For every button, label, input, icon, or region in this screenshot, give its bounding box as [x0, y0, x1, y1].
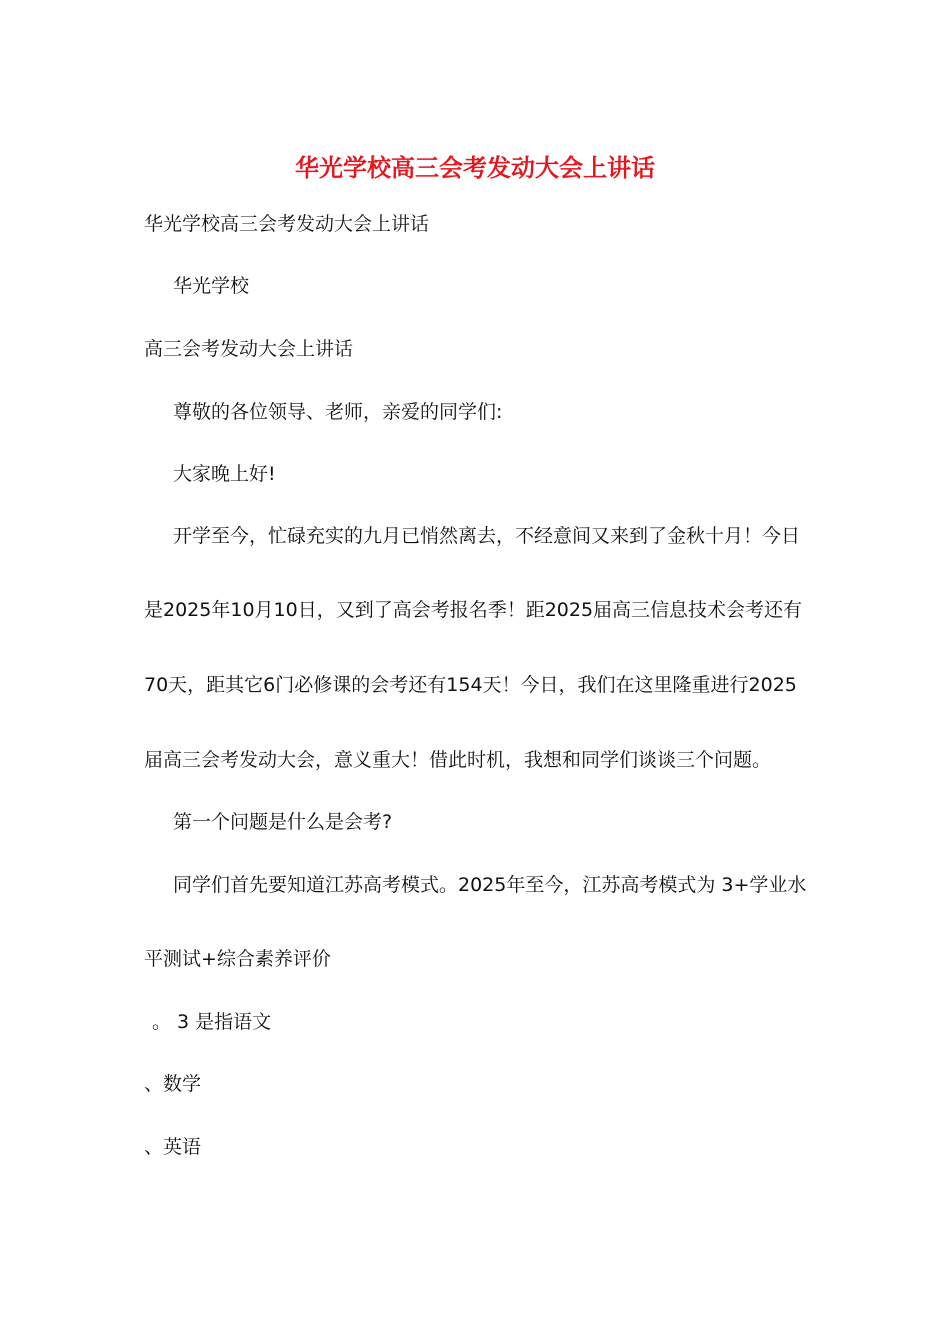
question-heading: 第一个问题是什么是会考?: [173, 811, 393, 833]
school-name-line: 华光学校: [173, 275, 250, 297]
paragraph-line: 平测试+综合素养评价: [144, 948, 331, 970]
salutation-line: 大家晚上好!: [173, 463, 276, 485]
speech-subtitle-line: 高三会考发动大会上讲话: [144, 338, 354, 360]
document-title: 华光学校高三会考发动大会上讲话: [295, 153, 655, 182]
document-heading: 华光学校高三会考发动大会上讲话: [144, 213, 430, 235]
paragraph-line: 是2025年10月10日，又到了高会考报名季！距2025届高三信息技术会考还有: [144, 599, 803, 621]
list-item: 、数学: [144, 1073, 202, 1095]
paragraph-line: 开学至今，忙碌充实的九月已悄然离去，不经意间又来到了金秋十月！今日: [173, 525, 801, 547]
paragraph-line: 。 3 是指语文: [152, 1011, 272, 1033]
greeting-line: 尊敬的各位领导、老师，亲爱的同学们:: [173, 401, 503, 423]
paragraph-line: 届高三会考发动大会，意义重大！借此时机，我想和同学们谈谈三个问题。: [144, 749, 772, 771]
paragraph-line: 70天，距其它6门必修课的会考还有154天！今日，我们在这里隆重进行2025: [144, 674, 797, 696]
paragraph-line: 同学们首先要知道江苏高考模式。2025年至今，江苏高考模式为 3+学业水: [173, 874, 807, 896]
list-item: 、英语: [144, 1136, 202, 1158]
